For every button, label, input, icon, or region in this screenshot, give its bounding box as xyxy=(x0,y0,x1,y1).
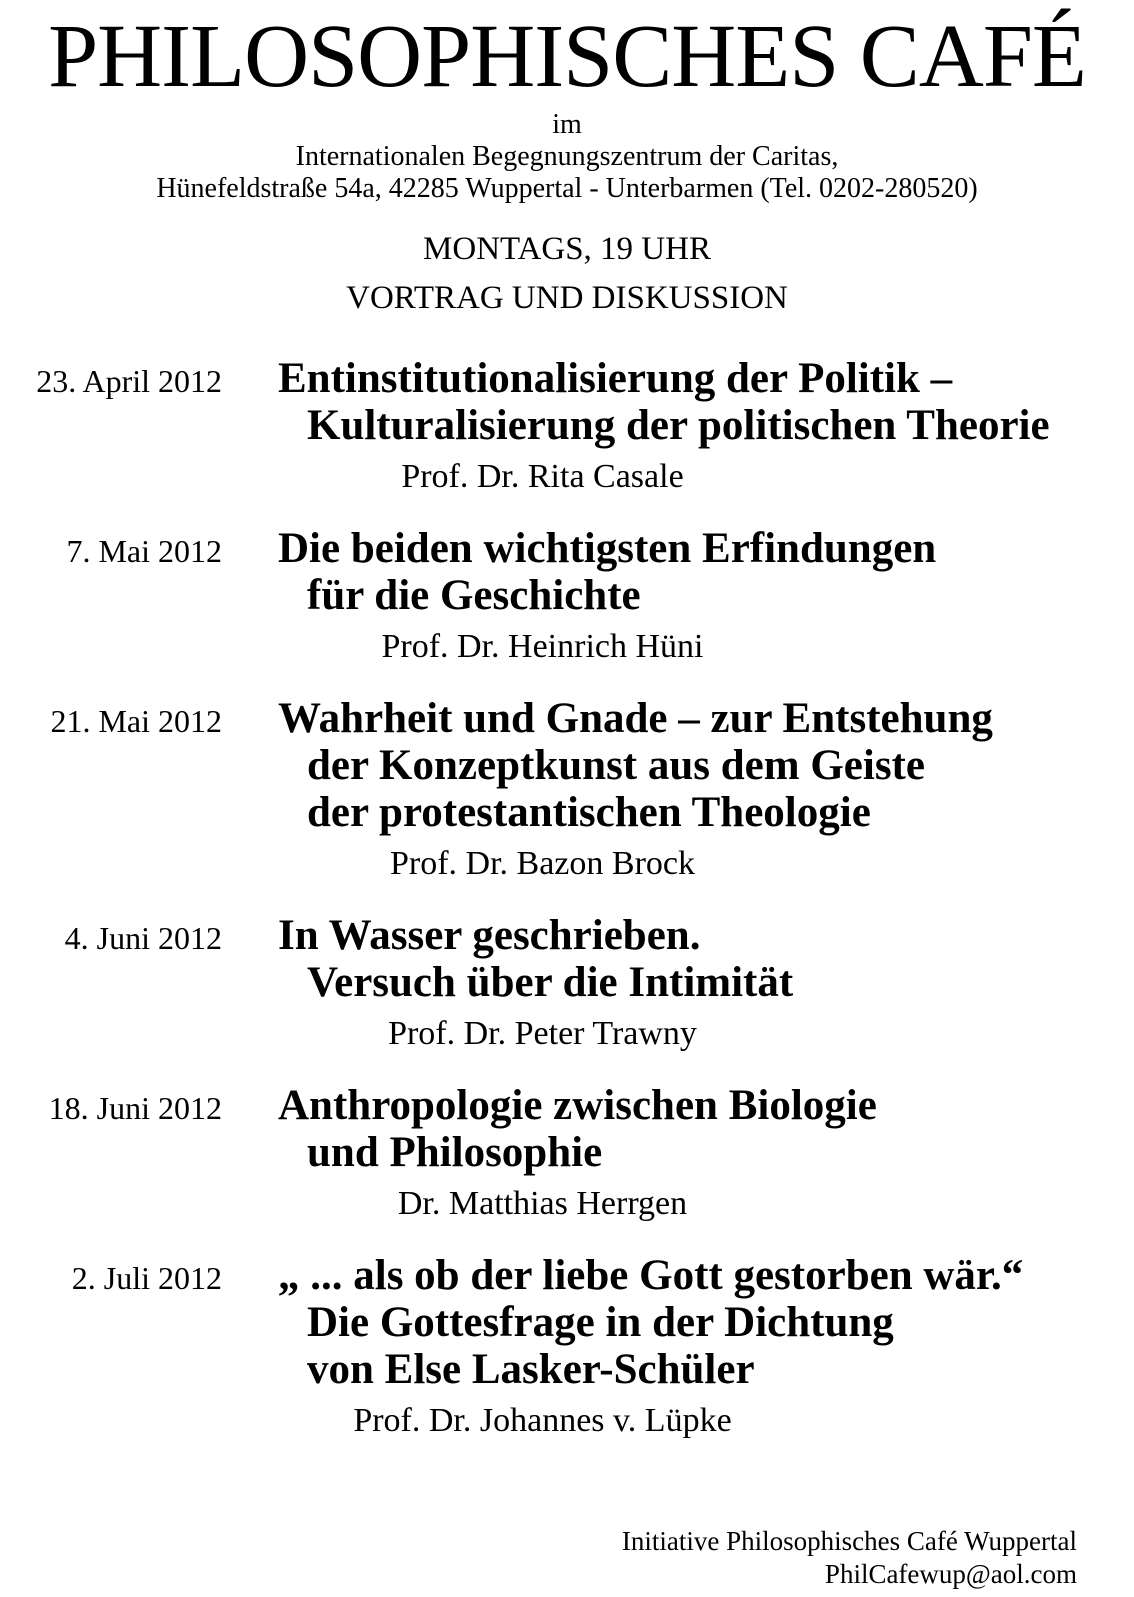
event-title-line: Versuch über die Intimität xyxy=(307,959,794,1007)
event-list xyxy=(0,355,1134,1441)
event-block xyxy=(0,525,1134,667)
event-title-line: Wahrheit und Gnade – zur Entstehung xyxy=(278,695,993,743)
event-date: 21. Mai 2012 xyxy=(50,703,222,740)
event-row xyxy=(0,1252,1134,1393)
session-format-heading: VORTRAG UND DISKUSSION xyxy=(346,280,788,317)
session-time-heading: MONTAGS, 19 UHR xyxy=(423,231,711,268)
event-title-line: Entinstitutionalisierung der Politik – xyxy=(278,355,953,403)
event-title xyxy=(278,1252,1023,1393)
event-title xyxy=(278,525,936,619)
event-row xyxy=(0,912,1134,1006)
event-title-line: Die Gottesfrage in der Dichtung xyxy=(307,1299,894,1347)
event-speaker: Prof. Dr. Rita Casale xyxy=(401,458,684,496)
event-block xyxy=(0,1252,1134,1441)
venue-block xyxy=(0,109,1134,205)
event-speaker: Prof. Dr. Heinrich Hüni xyxy=(381,628,704,666)
event-speaker: Prof. Dr. Peter Trawny xyxy=(388,1015,697,1053)
footer-organization: Initiative Philosophisches Café Wuppertal xyxy=(621,1526,1077,1556)
event-block xyxy=(0,912,1134,1054)
event-block xyxy=(0,695,1134,884)
event-date: 7. Mai 2012 xyxy=(66,533,222,570)
event-title-line: von Else Lasker-Schüler xyxy=(307,1346,755,1394)
event-date: 4. Juni 2012 xyxy=(64,920,222,957)
venue-line-address: Hünefeldstraße 54a, 42285 Wuppertal - Unterbarmen (Tel. 0202-280520) xyxy=(156,173,978,205)
event-row xyxy=(0,1082,1134,1176)
footer-email: PhilCafewup@aol.com xyxy=(824,1559,1077,1589)
event-title-line: Kulturalisierung der politischen Theorie xyxy=(307,402,1050,450)
event-title-line: Die beiden wichtigsten Erfindungen xyxy=(278,525,937,573)
event-speaker: Prof. Dr. Johannes v. Lüpke xyxy=(353,1402,732,1440)
event-title-line: der protestantischen Theologie xyxy=(307,789,871,837)
event-title xyxy=(278,695,993,836)
footer xyxy=(622,1525,1077,1591)
event-title-line: für die Geschichte xyxy=(307,572,641,620)
event-title xyxy=(278,912,793,1006)
event-title-line: Anthropologie zwischen Biologie xyxy=(278,1082,877,1130)
event-title xyxy=(278,1082,877,1176)
event-date: 18. Juni 2012 xyxy=(48,1090,222,1127)
event-row xyxy=(0,525,1134,619)
event-title-line: In Wasser geschrieben. xyxy=(278,912,701,960)
event-title xyxy=(278,355,1050,449)
poster-title: PHILOSOPHISCHES CAFÉ xyxy=(48,7,1086,106)
event-row xyxy=(0,355,1134,449)
event-date: 23. April 2012 xyxy=(36,363,222,400)
venue-line-im: im xyxy=(552,109,582,141)
event-speaker: Dr. Matthias Herrgen xyxy=(397,1185,688,1223)
event-row xyxy=(0,695,1134,836)
event-title-line: und Philosophie xyxy=(307,1129,603,1177)
venue-line-center: Internationalen Begegnungszentrum der Caritas, xyxy=(295,141,839,173)
event-date: 2. Juli 2012 xyxy=(71,1260,222,1297)
event-title-line: der Konzeptkunst aus dem Geiste xyxy=(307,742,925,790)
event-block xyxy=(0,355,1134,497)
event-speaker: Prof. Dr. Bazon Brock xyxy=(389,845,695,883)
event-title-line: „ ... als ob der liebe Gott gestorben wär.“ xyxy=(278,1252,1024,1300)
event-block xyxy=(0,1082,1134,1224)
